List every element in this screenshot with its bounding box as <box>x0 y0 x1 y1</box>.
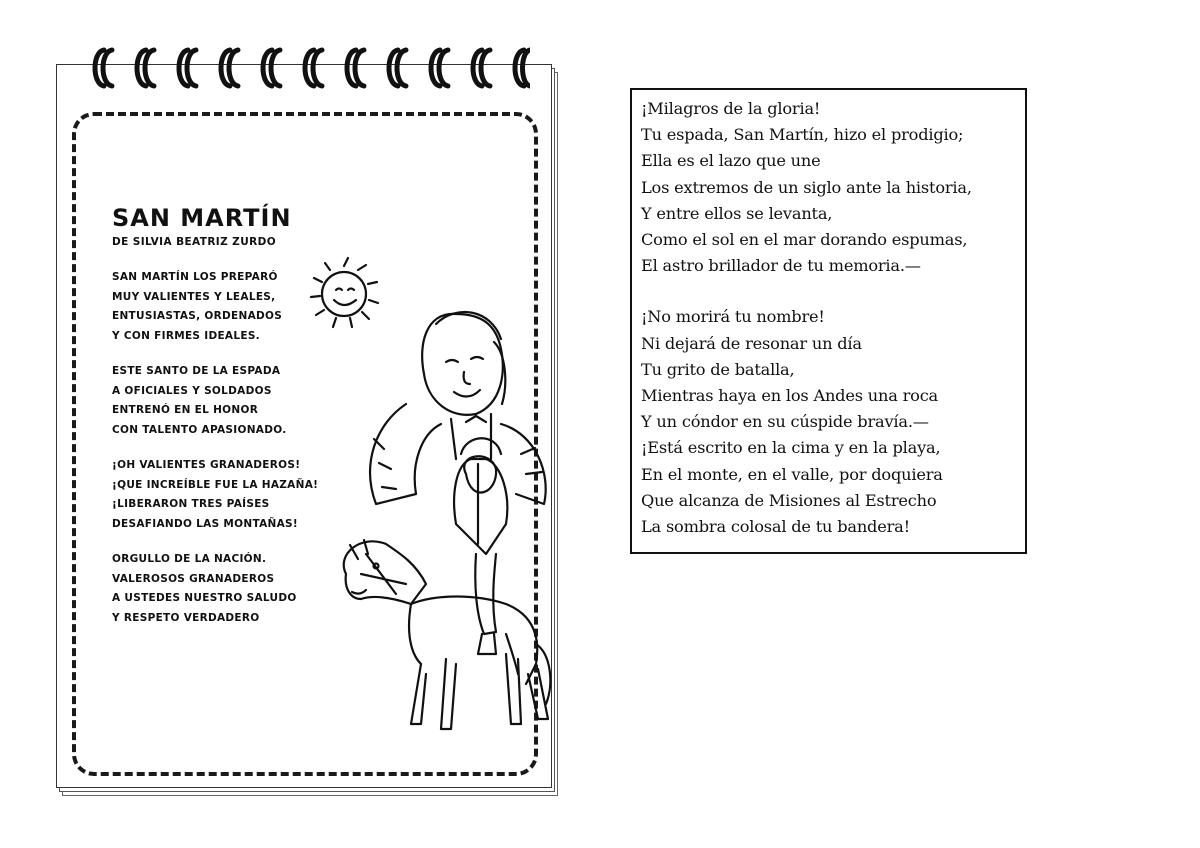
spiral-binding-icon <box>90 46 530 94</box>
poem-line: ¡LIBERARON TRES PAÍSES <box>112 498 270 510</box>
stanza <box>641 96 1025 279</box>
poem-line: Tu espada, San Martín, hizo el prodigio; <box>641 125 964 145</box>
poem-line: MUY VALIENTES Y LEALES, <box>112 290 276 303</box>
poem-line: Ella es el lazo que une <box>641 151 821 171</box>
poem-line: ¡QUE INCREÍBLE FUE LA HAZAÑA! <box>112 478 319 491</box>
poem-line: A USTEDES NUESTRO SALUDO <box>112 592 297 604</box>
poem-box <box>630 88 1027 554</box>
poem-line: ¡Milagros de la gloria! <box>641 99 821 118</box>
poem-line: ENTRENÓ EN EL HONOR <box>112 404 259 416</box>
poem-line: Y RESPETO VERDADERO <box>112 611 260 624</box>
notepad <box>56 64 554 792</box>
poem-line: Y CON FIRMES IDEALES. <box>112 329 260 342</box>
poem-line: La sombra colosal de tu bandera! <box>641 517 910 537</box>
san-martin-on-horse-illustration <box>306 254 556 754</box>
poem-line: ENTUSIASTAS, ORDENADOS <box>112 310 283 322</box>
poem-line: Y entre ellos se levanta, <box>641 203 833 223</box>
poem-line: En el monte, en el valle, por doquiera <box>641 464 943 484</box>
poem-line: El astro brillador de tu memoria.— <box>641 256 921 276</box>
poem-line: VALEROSOS GRANADEROS <box>112 572 275 585</box>
poem-line: Y un cóndor en su cúspide bravía.— <box>641 412 929 432</box>
smiling-sun-icon <box>311 258 378 327</box>
poem-line: Que alcanza de Misiones al Estrecho <box>641 490 937 510</box>
poem-line: Mientras haya en los Andes una roca <box>641 386 939 406</box>
poem-line: CON TALENTO APASIONADO. <box>112 423 287 436</box>
stanza <box>641 304 1025 540</box>
poem-line: Como el sol en el mar dorando espumas, <box>641 230 968 250</box>
poem-author: DE SILVIA BEATRIZ ZURDO <box>112 236 277 248</box>
poem-line: Los extremos de un siglo ante la historia, <box>641 177 972 197</box>
poem-line: DESAFIANDO LAS MONTAÑAS! <box>112 517 299 530</box>
poem-line: ¡Está escrito en la cima y en la playa, <box>641 438 941 458</box>
poem-title: SAN MARTÍN <box>112 204 292 232</box>
poem-line: A OFICIALES Y SOLDADOS <box>112 384 272 397</box>
poem-line: ¡No morirá tu nombre! <box>641 307 825 327</box>
poem-line: SAN MARTÍN LOS PREPARÓ <box>112 271 278 283</box>
poem-line: Ni dejará de resonar un día <box>641 333 862 353</box>
poem-line: ESTE SANTO DE LA ESPADA <box>112 365 281 377</box>
poem-line: ¡OH VALIENTES GRANADEROS! <box>112 459 301 471</box>
poem-line: Tu grito de batalla, <box>641 359 795 379</box>
poem-line: ORGULLO DE LA NACIÓN. <box>112 553 267 565</box>
